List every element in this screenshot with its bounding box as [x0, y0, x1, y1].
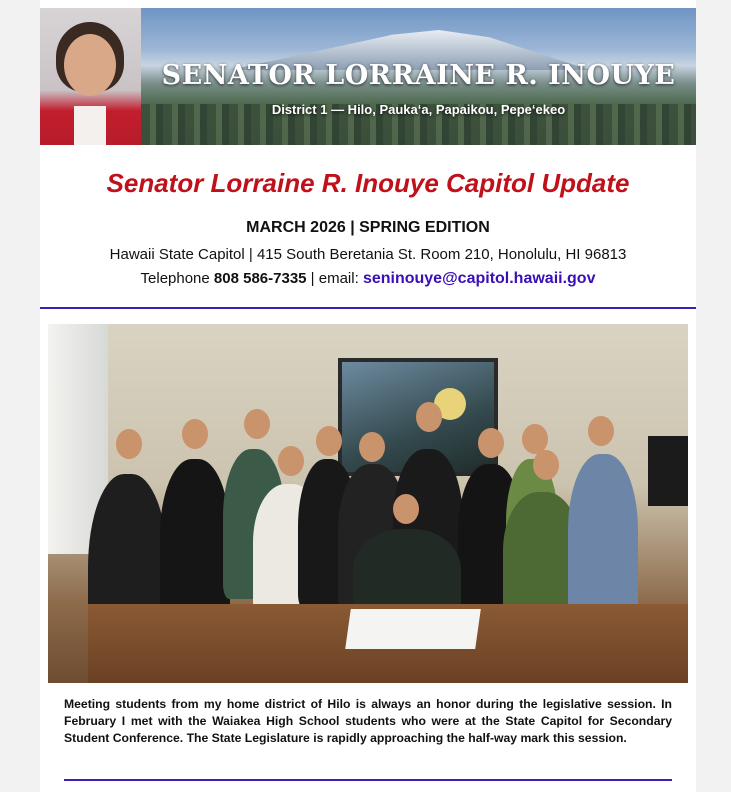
newsletter-sheet — [40, 0, 696, 792]
divider-top — [40, 307, 696, 309]
photo-caption: Meeting students from my home district of Hilo is always an honor during the legislative session. In February I met with the Waiakea High School students who were at the State Capitol for Secondary Student Conference. The State Legislature is rapidly approaching the half-way mark this session. — [64, 697, 672, 745]
photo-person-head — [393, 494, 419, 524]
photo-person-head — [478, 428, 504, 458]
portrait-collar — [74, 106, 106, 145]
banner-subtitle: District 1 — Hilo, Pauka‘a, Papaikou, Pepe‘ekeo — [271, 102, 566, 117]
photo-desk-paper — [345, 609, 481, 649]
divider-bottom — [64, 779, 672, 781]
article-photo — [48, 324, 688, 683]
email-link[interactable]: seninouye@capitol.hawaii.gov — [362, 270, 596, 287]
edition-label: MARCH 2026 | SPRING EDITION — [246, 219, 490, 236]
portrait-face — [64, 34, 116, 96]
photo-person-head — [278, 446, 304, 476]
phone-number: 808 586-7335 — [213, 270, 307, 287]
photo-person-head — [182, 419, 208, 449]
photo-person-head — [359, 432, 385, 462]
newsletter-title: Senator Lorraine R. Inouye Capitol Update — [106, 168, 630, 198]
photo-person-head — [416, 402, 442, 432]
banner-title: SENATOR LORRAINE R. INOUYE — [161, 60, 676, 91]
senator-portrait — [40, 8, 141, 145]
photo-person-head — [533, 450, 559, 480]
photo-monitor — [648, 436, 688, 506]
office-address: Hawaii State Capitol | 415 South Beretania St. Room 210, Honolulu, HI 96813 — [109, 246, 627, 263]
photo-person-head — [116, 429, 142, 459]
photo-person-head — [316, 426, 342, 456]
phone-label: Telephone — [140, 270, 214, 287]
contact-line — [40, 270, 696, 288]
photo-person-head — [244, 409, 270, 439]
photo-person — [568, 454, 638, 624]
photo-person-head — [588, 416, 614, 446]
header-banner — [40, 8, 696, 145]
email-label: | email: — [306, 270, 363, 287]
